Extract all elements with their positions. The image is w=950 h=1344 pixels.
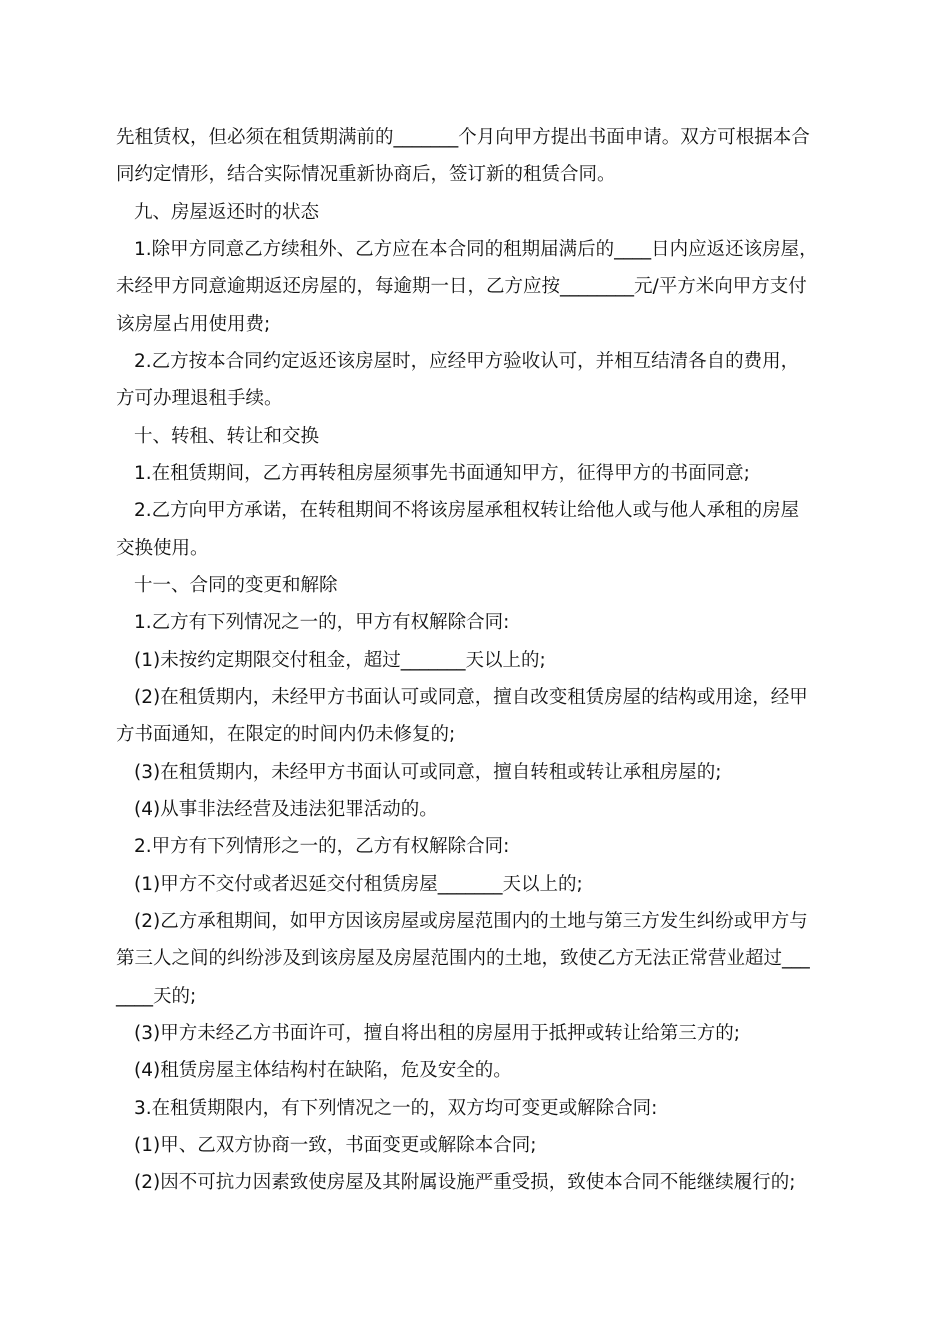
section-heading: 十、转租、转让和交换 <box>134 426 320 447</box>
text-line: (3)甲方未经乙方书面许可，擅自将出租的房屋用于抵押或转让给第三方的; <box>134 1023 740 1044</box>
text-line: 2.乙方按本合同约定返还该房屋时，应经甲方验收认可，并相互结清各自的费用， <box>134 351 800 372</box>
text-line: (2)在租赁期内，未经甲方书面认可或同意，擅自改变租赁房屋的结构或用途，经甲 <box>134 687 808 708</box>
text-line: 方可办理退租手续。 <box>116 388 283 409</box>
text-line: (2)乙方承租期间，如甲方因该房屋或房屋范围内的土地与第三方发生纠纷或甲方与 <box>134 911 808 932</box>
text-line: 3.在租赁期限内，有下列情况之一的，双方均可变更或解除合同: <box>134 1098 658 1119</box>
text-line: (1)甲方不交付或者迟延交付租赁房屋_______天以上的; <box>134 874 583 895</box>
text-line: (1)未按约定期限交付租金，超过_______天以上的; <box>134 650 546 671</box>
text-line: (1)甲、乙双方协商一致，书面变更或解除本合同; <box>134 1135 537 1156</box>
text-line: 该房屋占用使用费; <box>116 314 271 335</box>
text-line: 第三人之间的纠纷涉及到该房屋及房屋范围内的土地，致使乙方无法正常营业超过___ <box>116 948 810 969</box>
text-line: ____天的; <box>116 986 197 1007</box>
text-line: 2.甲方有下列情形之一的，乙方有权解除合同: <box>134 836 510 857</box>
text-line: (4)租赁房屋主体结构村在缺陷，危及安全的。 <box>134 1060 512 1081</box>
section-heading: 十一、合同的变更和解除 <box>134 575 338 596</box>
text-line: 交换使用。 <box>116 538 209 559</box>
text-line: (4)从事非法经营及违法犯罪活动的。 <box>134 799 438 820</box>
text-line: 同约定情形，结合实际情况重新协商后，签订新的租赁合同。 <box>116 164 616 185</box>
text-line: (2)因不可抗力因素致使房屋及其附属设施严重受损，致使本合同不能继续履行的; <box>134 1172 796 1193</box>
text-line: 方书面通知，在限定的时间内仍未修复的; <box>116 724 456 745</box>
text-line: 1.除甲方同意乙方续租外、乙方应在本合同的租期届满后的____日内应返还该房屋， <box>134 239 818 260</box>
text-line: 1.在租赁期间，乙方再转租房屋须事先书面通知甲方，征得甲方的书面同意; <box>134 463 750 484</box>
text-line: 未经甲方同意逾期返还房屋的，每逾期一日，乙方应按________元/平方米向甲方支付 <box>116 276 807 297</box>
text-line: 2.乙方向甲方承诺，在转租期间不将该房屋承租权转让给他人或与他人承租的房屋 <box>134 500 800 521</box>
section-heading: 九、房屋返还时的状态 <box>134 202 320 223</box>
text-line: 1.乙方有下列情况之一的，甲方有权解除合同: <box>134 612 510 633</box>
text-line: (3)在租赁期内，未经甲方书面认可或同意，擅自转租或转让承租房屋的; <box>134 762 722 783</box>
text-line: 先租赁权，但必须在租赁期满前的_______个月向甲方提出书面申请。双方可根据本合 <box>116 127 810 148</box>
